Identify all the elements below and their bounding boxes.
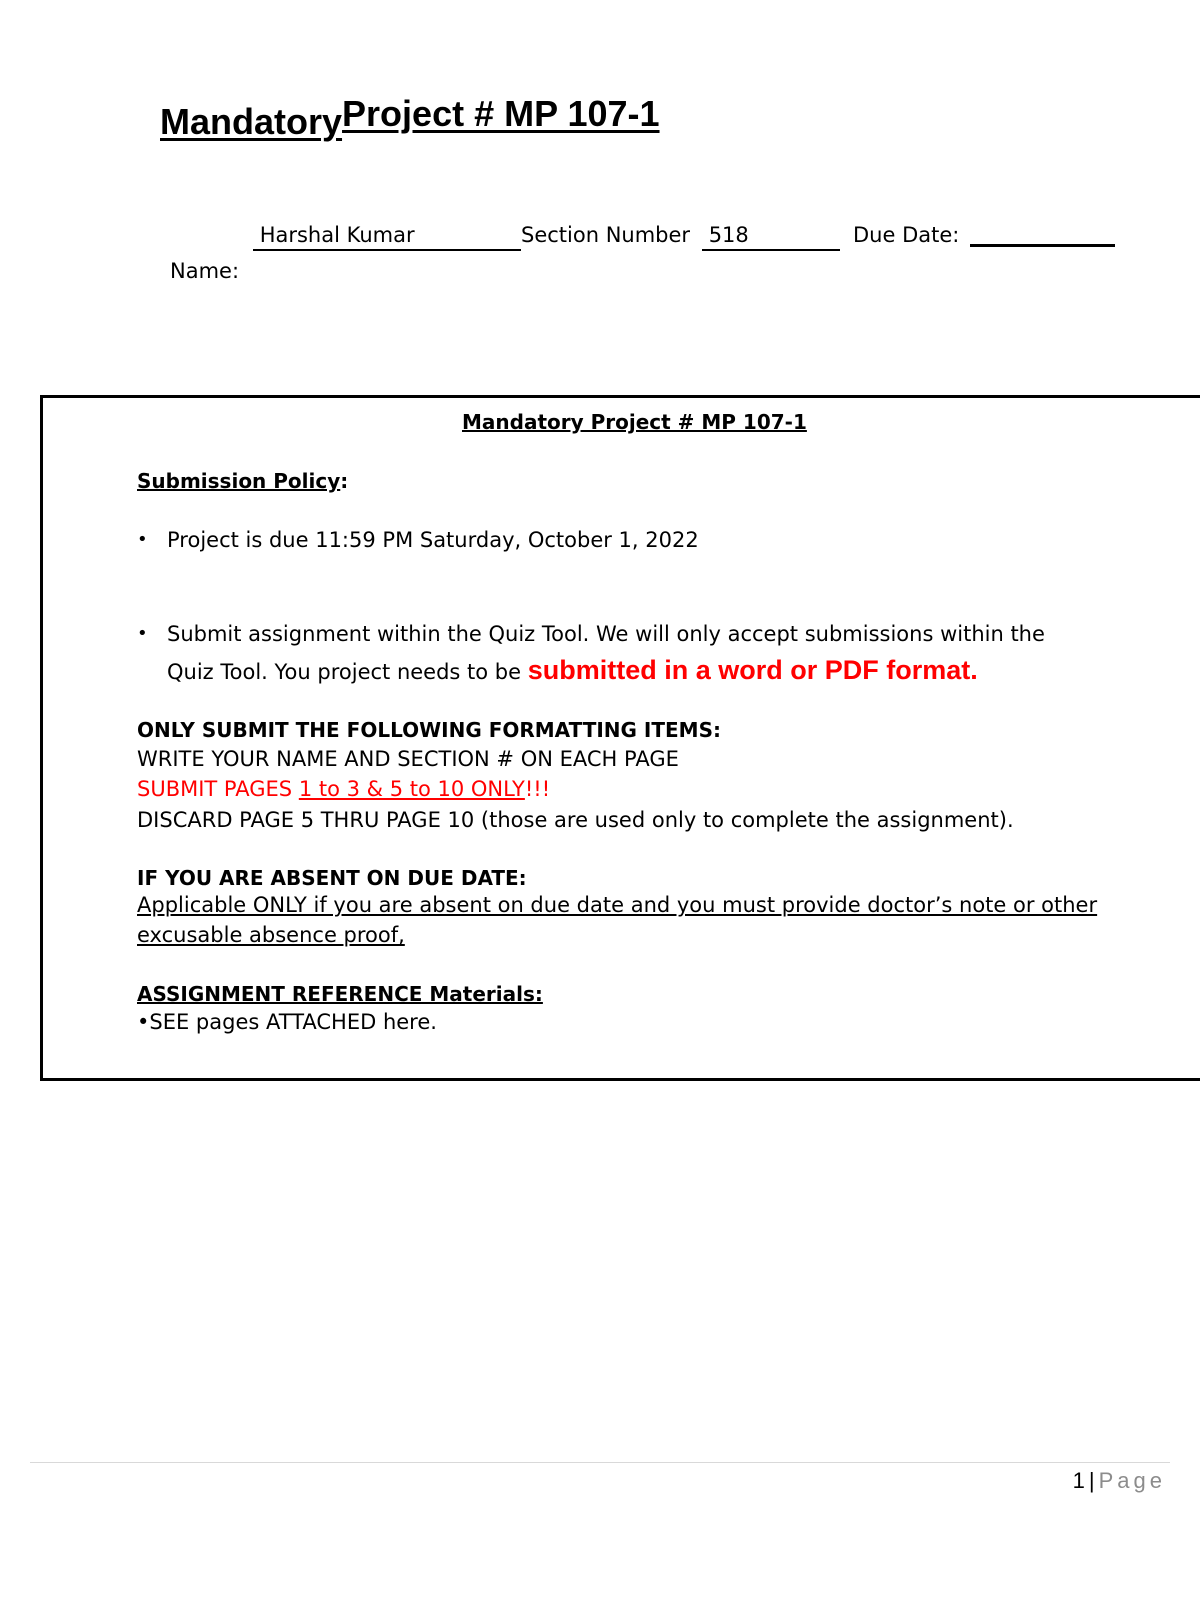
- reference-heading: ASSIGNMENT REFERENCE Materials:: [137, 982, 543, 1006]
- bullet-dot: •: [137, 623, 148, 644]
- name-value-text: Harshal Kumar: [259, 223, 415, 247]
- page-number: 1: [1072, 1468, 1085, 1493]
- name-label: Name:: [170, 259, 240, 283]
- bullet-submit-line1: Submit assignment within the Quiz Tool. We will only accept submissions within the: [167, 622, 1045, 646]
- bullet-due-text: Project is due 11:59 PM Saturday, October 1, 2022: [167, 528, 699, 552]
- bullet-submit-line2: [167, 652, 978, 690]
- checklist-item-discard: [137, 806, 1014, 834]
- submission-policy-colon: :: [340, 469, 349, 493]
- only-submit-heading: ONLY SUBMIT THE FOLLOWING FORMATTING ITEMS:: [137, 718, 721, 742]
- format-emphasis: submitted in a word or PDF format.: [527, 655, 978, 685]
- due-date-blank: [970, 222, 1115, 247]
- checklist-item-discard-text: DISCARD PAGE 5 THRU PAGE 10 (those are used only to complete the assignment).: [137, 808, 1014, 832]
- section-number-label: Section Number: [521, 223, 691, 247]
- checklist-item-name-text: WRITE YOUR NAME AND SECTION # ON EACH PAGE: [137, 747, 679, 771]
- footer-separator: |: [1088, 1468, 1095, 1493]
- checklist-item-name: [137, 745, 679, 773]
- absent-text-line2: excusable absence proof,: [137, 923, 405, 947]
- checklist-item-pages-prefix: SUBMIT PAGES: [137, 777, 293, 801]
- due-date-label: Due Date:: [853, 223, 960, 247]
- page-footer: [1073, 1468, 1166, 1494]
- submission-policy-heading-text: Submission Policy: [137, 469, 341, 493]
- box-title: Mandatory Project # MP 107-1: [462, 410, 807, 434]
- section-number-value: [702, 222, 840, 251]
- section-number-text: 518: [708, 223, 749, 247]
- page-word: Page: [1098, 1468, 1166, 1493]
- checklist-item-pages-range: 1 to 3 & 5 to 10 ONLY: [298, 777, 525, 801]
- page-title-part1: Mandatory: [160, 101, 343, 142]
- bullet-dot: •: [137, 529, 148, 550]
- page-title-part2: Project # MP 107-1: [342, 93, 660, 134]
- checklist-item-pages-suffix: !!!: [524, 777, 551, 801]
- checklist-item-pages: [137, 775, 550, 803]
- absent-text-line1: Applicable ONLY if you are absent on due date and you must provide doctor’s note or other: [137, 893, 1098, 917]
- footer-divider: [30, 1462, 1170, 1463]
- bullet-submit-line2-prefix: Quiz Tool. You project needs to be: [167, 660, 522, 684]
- page-title: [160, 92, 660, 142]
- reference-text: •SEE pages ATTACHED here.: [137, 1010, 437, 1034]
- name-value: [253, 222, 521, 251]
- submission-policy-heading: [137, 469, 348, 493]
- absent-heading: IF YOU ARE ABSENT ON DUE DATE:: [137, 866, 527, 890]
